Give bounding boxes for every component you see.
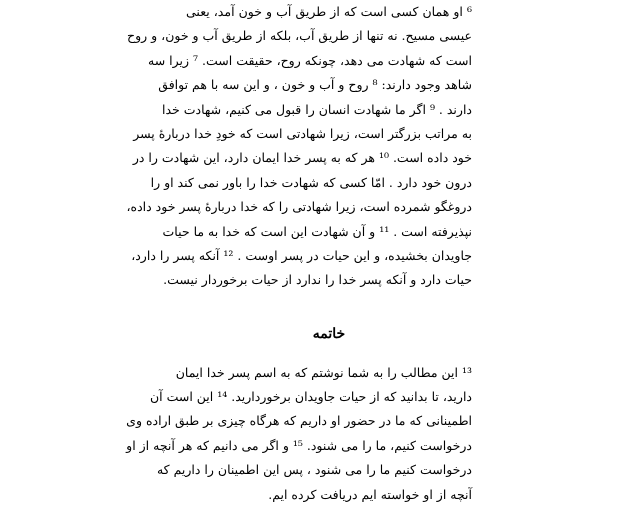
text-line: دروغگو شمرده است، زیرا شهادتی را که خدا دربارهٔ پسر خود داده،	[126, 199, 472, 215]
text-line: شاهد وجود دارند: ⁸ روح و آب و خون ، و این سه با هم توافق	[158, 77, 472, 93]
text-line: نپذیرفته است . ¹¹ و آن شهادت این است که خدا به ما حیات	[162, 223, 472, 239]
text-line: عیسی مسیح. نه تنها از طریق آب، بلکه از طریق آب و خون، و روح	[127, 28, 472, 44]
text-line: ⁶ او همان کسی است که از طریق آب و خون آمد، یعنی	[186, 4, 472, 19]
text-line: درخواست کنیم ما را می شنود ، پس این اطمینان را داریم که	[156, 462, 472, 478]
text-line: است که شهادت می دهد، چونکه روح، حقیقت است. ⁷ زیرا سه	[148, 52, 472, 68]
text-line: درخواست کنیم، ما را می شنود. ¹⁵ و اگر می دانیم که هر آنچه از او	[126, 437, 472, 453]
text-line: جاویدان بخشیده، و این حیات در پسر اوست . ¹² آنکه پسر را دارد،	[131, 247, 472, 263]
section-gap	[186, 349, 472, 361]
section-body-2	[126, 361, 472, 507]
text-line: آنچه از او خواسته ایم دریافت کرده ایم.	[268, 486, 472, 502]
text-line: حیات دارد و آنکه پسر خدا را ندارد از حیات برخوردار نیست.	[163, 272, 472, 288]
section-body-1	[126, 0, 472, 293]
text-line: اطمینانی که ما در حضور او داریم که هرگاه چیزی بر طبق اراده وی	[126, 413, 472, 429]
text-line: خود داده است. ¹⁰ هر که به پسر خدا ایمان دارد، این شهادت را در	[132, 150, 472, 166]
text-column	[126, 0, 472, 507]
section-gap	[186, 293, 472, 319]
text-line: دارند . ⁹ اگر ما شهادت انسان را قبول می کنیم، شهادت خدا	[162, 101, 472, 117]
text-line: دارید، تا بدانید که از حیات جاویدان برخوردارید. ¹⁴ این است آن	[149, 389, 472, 405]
text-line: درون خود دارد . امّا کسی که شهادت خدا را باور نمی کند او را	[150, 174, 472, 190]
text-line: ¹³ این مطالب را به شما نوشتم که به اسم پسر خدا ایمان	[175, 364, 472, 380]
text-line: به مراتب بزرگتر است، زیرا شهادتی است که خودِ خدا دربارهٔ پسر	[133, 125, 472, 141]
section-heading: خاتمه	[312, 325, 346, 342]
